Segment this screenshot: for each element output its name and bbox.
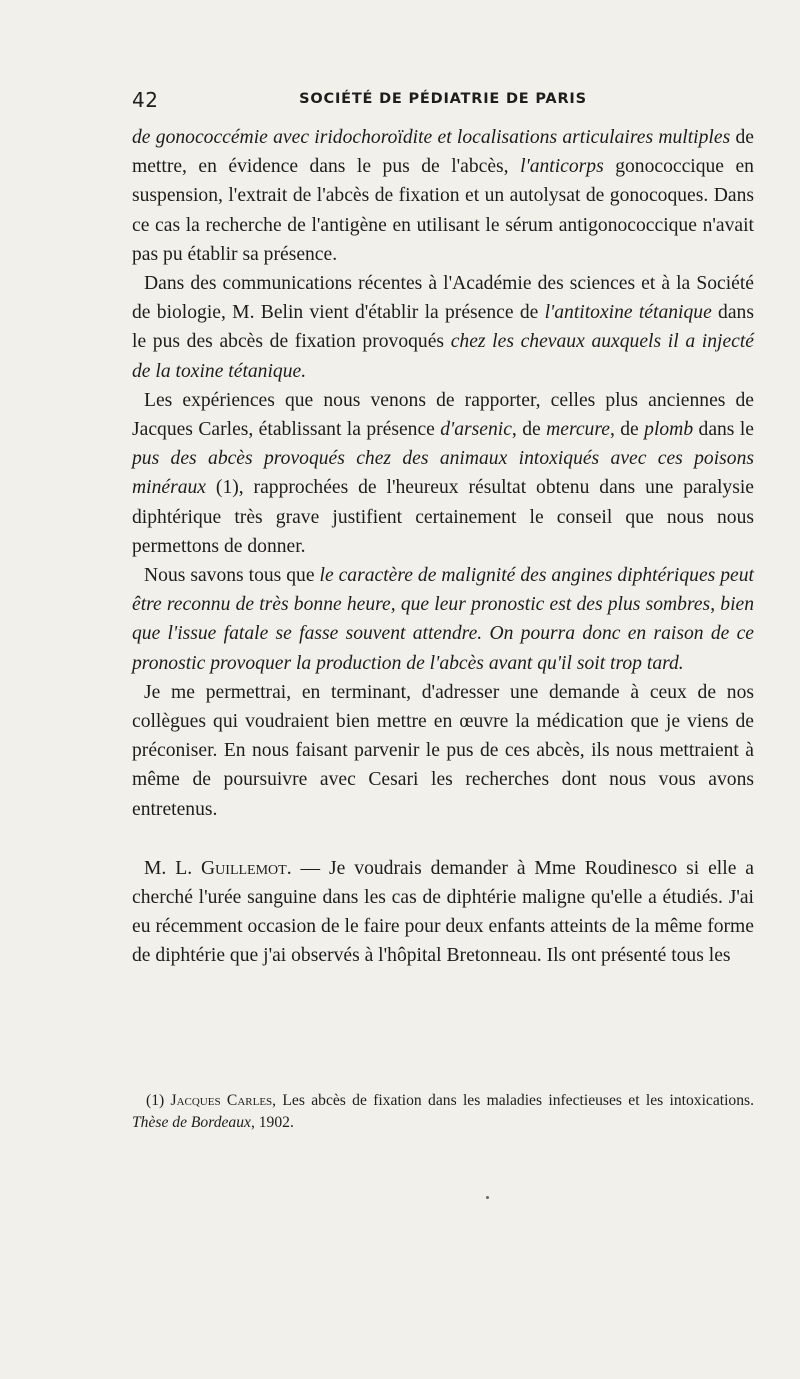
footnote-author: Jacques Carles	[170, 1092, 273, 1109]
text-span: Nous savons tous que	[144, 565, 320, 587]
text-span: Je me permettrai, en terminant, d'adresser une demande à ceux de nos collègues qui voudraient bien mettre en œuvre la médication que je viens de préconiser. En nous faisant parvenir le pus de ces abcès, ils nous mettraient à même de poursuivre avec Cesari les recherches dont nous vous avons entretenus.	[132, 681, 754, 820]
text-span: . — Je voudrais demander à Mme Roudinesco si elle a cherché l'urée sanguine dans les cas de diphtérie maligne qu'elle a étudiés. J'ai eu récemment occasion de le faire pour deux enfants atteints de la même forme de diphtérie que j'ai observés à l'hôpital Bretonneau. Ils ont présenté tous les	[132, 857, 755, 967]
speaker-prefix: M. L.	[144, 857, 202, 879]
paragraph-4	[132, 561, 754, 678]
text-span: , Les abcès de fixation dans les maladies infectieuses et les intoxications.	[272, 1092, 754, 1109]
italic-span: mercure	[546, 419, 610, 441]
italic-span: chez les chevaux auxquels il a injecté de la toxine tétanique.	[132, 331, 754, 382]
text-span: ,	[710, 594, 721, 616]
paragraph-3	[132, 386, 754, 561]
italic-span: plomb	[644, 419, 694, 441]
text-span: , de	[609, 419, 645, 441]
paragraph-2	[132, 269, 754, 386]
italic-span: d'arsenic	[440, 419, 512, 441]
text-span: , de	[511, 419, 547, 441]
text-span: gonococcique en suspension, l'extrait de l'abcès de fixation et un autolysat de gonocoques. Dans ce cas la recherche de l'antigène en utilisant le sérum antigonococcique n'avait pas pu établir sa présence.	[132, 156, 754, 265]
paragraph-1	[132, 123, 754, 269]
speaker-name: Guillemot	[201, 857, 287, 879]
italic-span: de gonococcémie avec iridochoroïdite et localisations articulaires multiples	[132, 127, 731, 148]
page-header	[132, 88, 754, 116]
text-span: Dans des communications récentes à l'Académie des sciences et à la Société de biologie, M. Belin vient d'établir la présence de	[132, 273, 754, 324]
italic-span: l'antitoxine tétanique	[544, 302, 712, 324]
text-span: dans le	[693, 419, 754, 441]
text-span: Les expériences que nous venons de rapporter, celles plus anciennes de Jacques Carles, établissant la présence	[132, 389, 754, 441]
footnote-marker: (1)	[146, 1092, 171, 1109]
italic-span: pus des abcès provoqués chez des animaux intoxiqués avec ces poisons minéraux	[132, 448, 754, 499]
italic-span: bien que l'issue fatale se fasse souvent attendre. On pourra donc en raison de ce pronostic provoquer la production de l'abcès avant qu'il soit trop tard.	[132, 594, 754, 674]
paper-speck	[486, 1196, 489, 1199]
italic-span: Thèse de Bordeaux	[132, 1114, 251, 1131]
footnotes	[132, 1090, 754, 1134]
running-head: SOCIÉTÉ DE PÉDIATRIE DE PARIS	[299, 91, 587, 107]
paragraph-5	[132, 678, 754, 824]
body-text	[132, 123, 754, 971]
text-span: dans le pus des abcès de fixation provoqués	[132, 302, 754, 353]
footnote-reference[interactable]: (1), rapprochées de l'heureux résultat obtenu dans une paralysie diphtérique très grave justifient certainement le conseil que nous nous permettons de donner.	[132, 477, 754, 557]
footnote-1	[132, 1090, 754, 1134]
paragraph-6-speaker	[132, 854, 754, 971]
page-number: 42	[132, 88, 159, 112]
italic-span: l'anticorps	[520, 156, 604, 178]
italic-span: le caractère de malignité des angines diphtériques peut être reconnu de très bonne heure, que leur pronostic est des plus sombres	[132, 565, 754, 616]
text-span: de mettre, en évidence dans le pus de l'abcès,	[132, 127, 754, 178]
text-span: , 1902.	[250, 1114, 294, 1131]
